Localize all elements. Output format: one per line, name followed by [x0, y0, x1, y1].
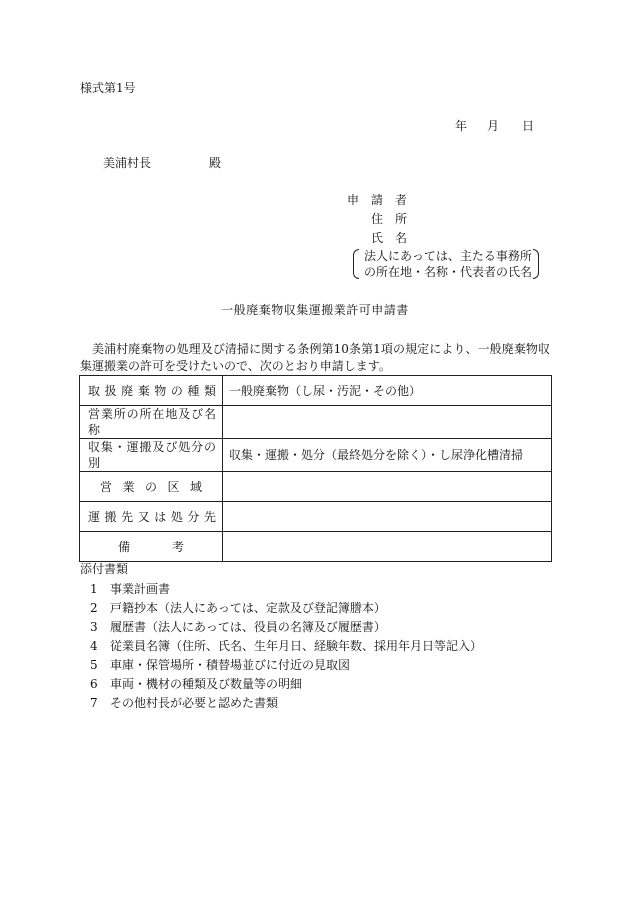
addressee-honorific: 殿	[209, 156, 222, 170]
addressee-name: 美浦村長	[103, 156, 152, 170]
corporation-note	[353, 248, 539, 280]
table-row	[80, 406, 552, 439]
list-item	[90, 695, 278, 711]
item-number: 2	[90, 601, 98, 615]
right-bracket	[533, 249, 539, 279]
left-bracket	[353, 249, 359, 279]
item-text: 事業計画書	[110, 582, 171, 596]
application-table	[79, 375, 552, 562]
day-label: 日	[522, 119, 535, 133]
name-label: 氏 名	[371, 231, 408, 245]
address-label: 住 所	[371, 212, 408, 226]
item-text: 車庫・保管場所・積替場並びに付近の見取図	[110, 658, 351, 672]
item-number: 4	[90, 639, 98, 653]
applicant-label: 申 請 者	[347, 193, 408, 207]
list-item	[90, 581, 170, 597]
year-label: 年	[455, 119, 468, 133]
item-text: 車両・機材の種類及び数量等の明細	[110, 677, 303, 691]
addressee	[103, 155, 221, 171]
item-number: 7	[90, 696, 98, 710]
date-line	[455, 118, 534, 134]
attachments-title: 添付書類	[80, 562, 129, 576]
row-label: 取扱廃棄物の種類	[80, 376, 223, 406]
item-text: 従業員名簿（住所、氏名、生年月日、経験年数、採用年月日等記入）	[110, 639, 483, 653]
item-number: 1	[90, 582, 98, 596]
document-title: 一般廃棄物収集運搬業許可申請書	[221, 303, 409, 317]
item-number: 6	[90, 677, 98, 691]
row-label: 営業所の所在地及び名称	[80, 406, 223, 439]
table-row	[80, 502, 552, 532]
item-text: 戸籍抄本（法人にあっては、定款及び登記簿謄本）	[110, 601, 386, 615]
month-label: 月	[487, 119, 500, 133]
row-value	[223, 502, 552, 532]
list-item	[90, 657, 350, 673]
corp-note-line1: 法人にあっては、主たる事務所	[364, 249, 532, 263]
item-text: 履歴書（法人にあっては、役員の名簿及び履歴書）	[110, 620, 386, 634]
item-number: 5	[90, 658, 98, 672]
row-value: 収集・運搬・処分（最終処分を除く）・し尿浄化槽清掃	[223, 439, 552, 472]
corp-note-line2: の所在地・名称・代表者の氏名	[364, 265, 533, 279]
row-label: 収集・運搬及び処分の別	[80, 439, 223, 472]
row-value: 一般廃棄物（し尿・汚泥・その他）	[223, 376, 552, 406]
table-row	[80, 376, 552, 406]
row-value	[223, 472, 552, 502]
list-item	[90, 619, 386, 635]
item-number: 3	[90, 620, 98, 634]
list-item	[90, 676, 302, 692]
row-label: 備考	[80, 532, 223, 562]
table-row	[80, 472, 552, 502]
item-text: その他村長が必要と認めた書類	[110, 696, 279, 710]
row-label: 営業の区域	[80, 472, 223, 502]
table-row	[80, 532, 552, 562]
form-number: 様式第1号	[80, 81, 136, 95]
row-label: 運搬先又は処分先	[80, 502, 223, 532]
row-value	[223, 406, 552, 439]
row-value	[223, 532, 552, 562]
list-item	[90, 638, 482, 654]
table-row	[80, 439, 552, 472]
body-text: 美浦村廃棄物の処理及び清掃に関する条例第10条第1項の規定により、一般廃棄物収集運搬業の許可を受けたいので、次のとおり申請します。	[80, 342, 550, 373]
list-item	[90, 600, 386, 616]
